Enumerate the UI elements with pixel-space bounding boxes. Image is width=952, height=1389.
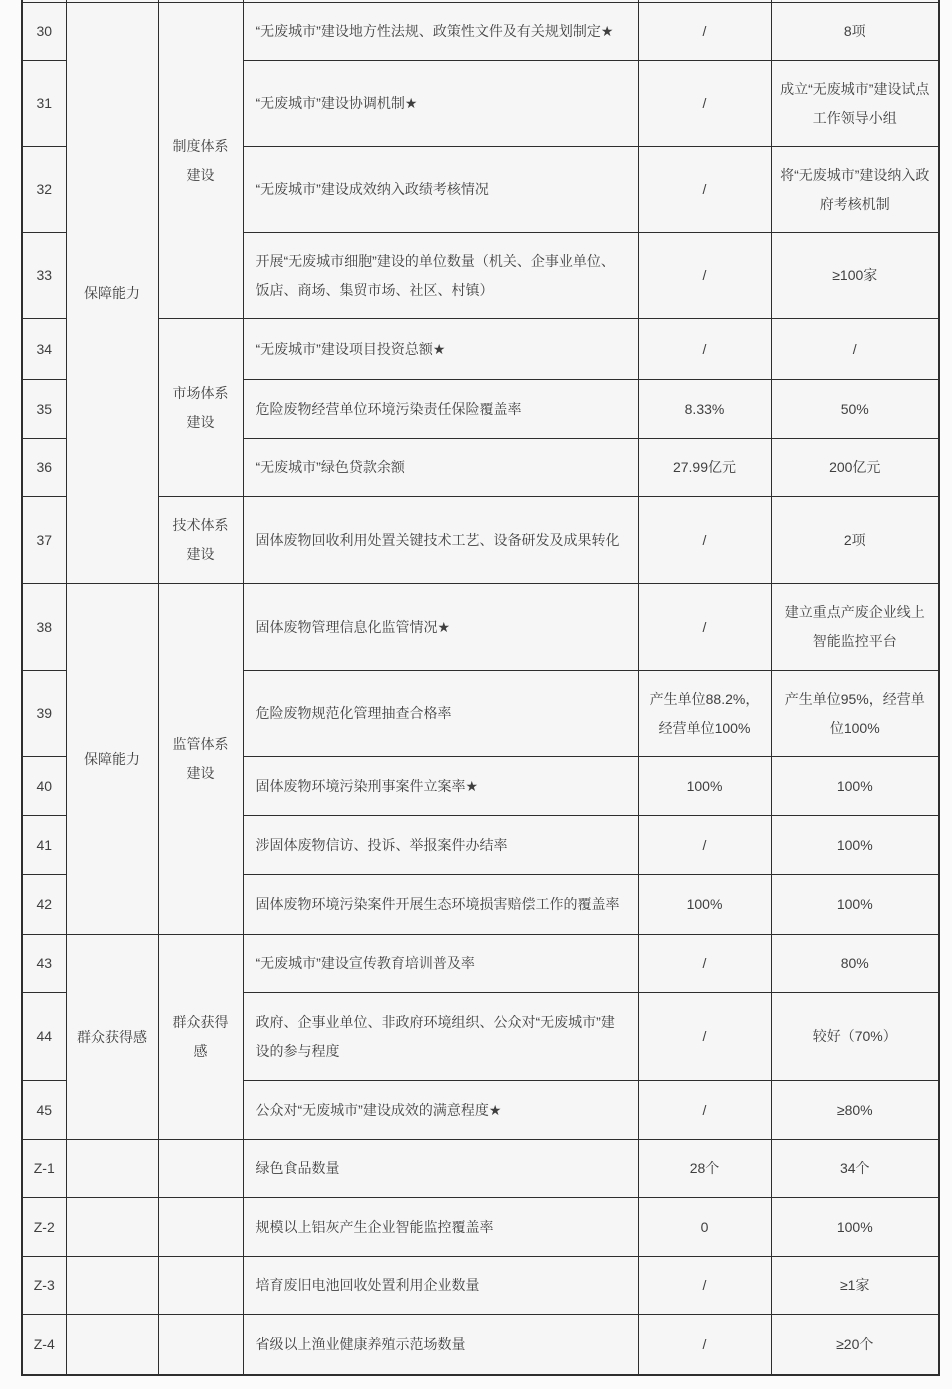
subcategory-cell: 制度体系建设: [158, 3, 243, 319]
subcategory-cell: [158, 1198, 243, 1257]
row-number-cell: 31: [22, 61, 66, 147]
table-row: [22, 497, 939, 584]
indicator-cell: 公众对“无废城市”建设成效的满意程度★: [243, 1081, 638, 1140]
subcategory-cell: [158, 1315, 243, 1375]
indicator-cell: “无废城市”建设协调机制★: [243, 61, 638, 147]
indicator-cell: “无废城市”绿色贷款余额: [243, 439, 638, 497]
target-value-cell: 将“无废城市”建设纳入政府考核机制: [771, 147, 939, 233]
current-value-cell: 8.33%: [638, 380, 771, 439]
indicator-cell: 固体废物环境污染刑事案件立案率★: [243, 757, 638, 816]
target-value-cell: 较好（70%）: [771, 993, 939, 1081]
indicator-table: [21, 0, 940, 1376]
row-number-cell: 42: [22, 875, 66, 935]
target-value-cell: 100%: [771, 875, 939, 935]
row-number-cell: 39: [22, 671, 66, 757]
table-row: [22, 1140, 939, 1198]
target-value-cell: 100%: [771, 816, 939, 875]
row-number-cell: 43: [22, 935, 66, 993]
row-number-cell: 30: [22, 3, 66, 61]
table-row: [22, 935, 939, 993]
target-value-cell: 产生单位95%，经营单位100%: [771, 671, 939, 757]
subcategory-cell: 群众获得感: [158, 935, 243, 1140]
category-cell: [66, 1198, 158, 1257]
target-value-cell: 100%: [771, 1198, 939, 1257]
current-value-cell: /: [638, 993, 771, 1081]
indicator-table-body: [22, 0, 939, 1375]
indicator-cell: 培育废旧电池回收处置利用企业数量: [243, 1257, 638, 1315]
table-row: [22, 1198, 939, 1257]
indicator-cell: 规模以上铝灰产生企业智能监控覆盖率: [243, 1198, 638, 1257]
current-value-cell: /: [638, 1257, 771, 1315]
table-row: [22, 3, 939, 61]
target-value-cell: 100%: [771, 757, 939, 816]
indicator-cell: “无废城市”建设地方性法规、政策性文件及有关规划制定★: [243, 3, 638, 61]
indicator-cell: “无废城市”建设项目投资总额★: [243, 319, 638, 380]
indicator-cell: 绿色食品数量: [243, 1140, 638, 1198]
indicator-cell: 涉固体废物信访、投诉、举报案件办结率: [243, 816, 638, 875]
category-cell: [66, 1140, 158, 1198]
row-number-cell: 33: [22, 233, 66, 319]
row-number-cell: Z-2: [22, 1198, 66, 1257]
subcategory-cell: 技术体系建设: [158, 497, 243, 584]
current-value-cell: /: [638, 147, 771, 233]
current-value-cell: /: [638, 61, 771, 147]
indicator-cell: 省级以上渔业健康养殖示范场数量: [243, 1315, 638, 1375]
category-cell: 保障能力: [66, 3, 158, 584]
target-value-cell: ≥20个: [771, 1315, 939, 1375]
current-value-cell: /: [638, 319, 771, 380]
indicator-cell: “无废城市”建设成效纳入政绩考核情况: [243, 147, 638, 233]
target-value-cell: 200亿元: [771, 439, 939, 497]
row-number-cell: 32: [22, 147, 66, 233]
current-value-cell: 100%: [638, 875, 771, 935]
current-value-cell: /: [638, 935, 771, 993]
row-number-cell: Z-4: [22, 1315, 66, 1375]
current-value-cell: /: [638, 1081, 771, 1140]
subcategory-cell: 市场体系建设: [158, 319, 243, 497]
indicator-cell: 固体废物环境污染案件开展生态环境损害赔偿工作的覆盖率: [243, 875, 638, 935]
category-cell: 保障能力: [66, 584, 158, 935]
row-number-cell: 37: [22, 497, 66, 584]
row-number-cell: Z-1: [22, 1140, 66, 1198]
subcategory-cell: [158, 1140, 243, 1198]
subcategory-cell: [158, 1257, 243, 1315]
target-value-cell: 34个: [771, 1140, 939, 1198]
current-value-cell: /: [638, 584, 771, 671]
current-value-cell: /: [638, 497, 771, 584]
current-value-cell: 27.99亿元: [638, 439, 771, 497]
indicator-cell: 固体废物回收利用处置关键技术工艺、设备研发及成果转化: [243, 497, 638, 584]
row-number-cell: 41: [22, 816, 66, 875]
subcategory-cell: 监管体系建设: [158, 584, 243, 935]
current-value-cell: /: [638, 1315, 771, 1375]
row-number-cell: 44: [22, 993, 66, 1081]
row-number-cell: 35: [22, 380, 66, 439]
current-value-cell: /: [638, 816, 771, 875]
table-row: [22, 1315, 939, 1375]
target-value-cell: 50%: [771, 380, 939, 439]
target-value-cell: /: [771, 319, 939, 380]
target-value-cell: 建立重点产废企业线上智能监控平台: [771, 584, 939, 671]
target-value-cell: 成立“无废城市”建设试点工作领导小组: [771, 61, 939, 147]
current-value-cell: 0: [638, 1198, 771, 1257]
category-cell: 群众获得感: [66, 935, 158, 1140]
row-number-cell: 45: [22, 1081, 66, 1140]
row-number-cell: 40: [22, 757, 66, 816]
table-row: [22, 584, 939, 671]
target-value-cell: 80%: [771, 935, 939, 993]
current-value-cell: 产生单位88.2%，经营单位100%: [638, 671, 771, 757]
row-number-cell: 34: [22, 319, 66, 380]
indicator-cell: 危险废物规范化管理抽查合格率: [243, 671, 638, 757]
indicator-cell: 固体废物管理信息化监管情况★: [243, 584, 638, 671]
indicator-cell: “无废城市”建设宣传教育培训普及率: [243, 935, 638, 993]
target-value-cell: ≥1家: [771, 1257, 939, 1315]
target-value-cell: ≥80%: [771, 1081, 939, 1140]
category-cell: [66, 1315, 158, 1375]
target-value-cell: 2项: [771, 497, 939, 584]
row-number-cell: 36: [22, 439, 66, 497]
target-value-cell: ≥100家: [771, 233, 939, 319]
row-number-cell: Z-3: [22, 1257, 66, 1315]
row-number-cell: 38: [22, 584, 66, 671]
current-value-cell: /: [638, 3, 771, 61]
table-row: [22, 1257, 939, 1315]
target-value-cell: 8项: [771, 3, 939, 61]
current-value-cell: /: [638, 233, 771, 319]
table-row: [22, 319, 939, 380]
category-cell: [66, 1257, 158, 1315]
current-value-cell: 28个: [638, 1140, 771, 1198]
indicator-cell: 危险废物经营单位环境污染责任保险覆盖率: [243, 380, 638, 439]
indicator-cell: 政府、企事业单位、非政府环境组织、公众对“无废城市”建设的参与程度: [243, 993, 638, 1081]
current-value-cell: 100%: [638, 757, 771, 816]
indicator-cell: 开展“无废城市细胞”建设的单位数量（机关、企事业单位、饭店、商场、集贸市场、社区、村镇）: [243, 233, 638, 319]
